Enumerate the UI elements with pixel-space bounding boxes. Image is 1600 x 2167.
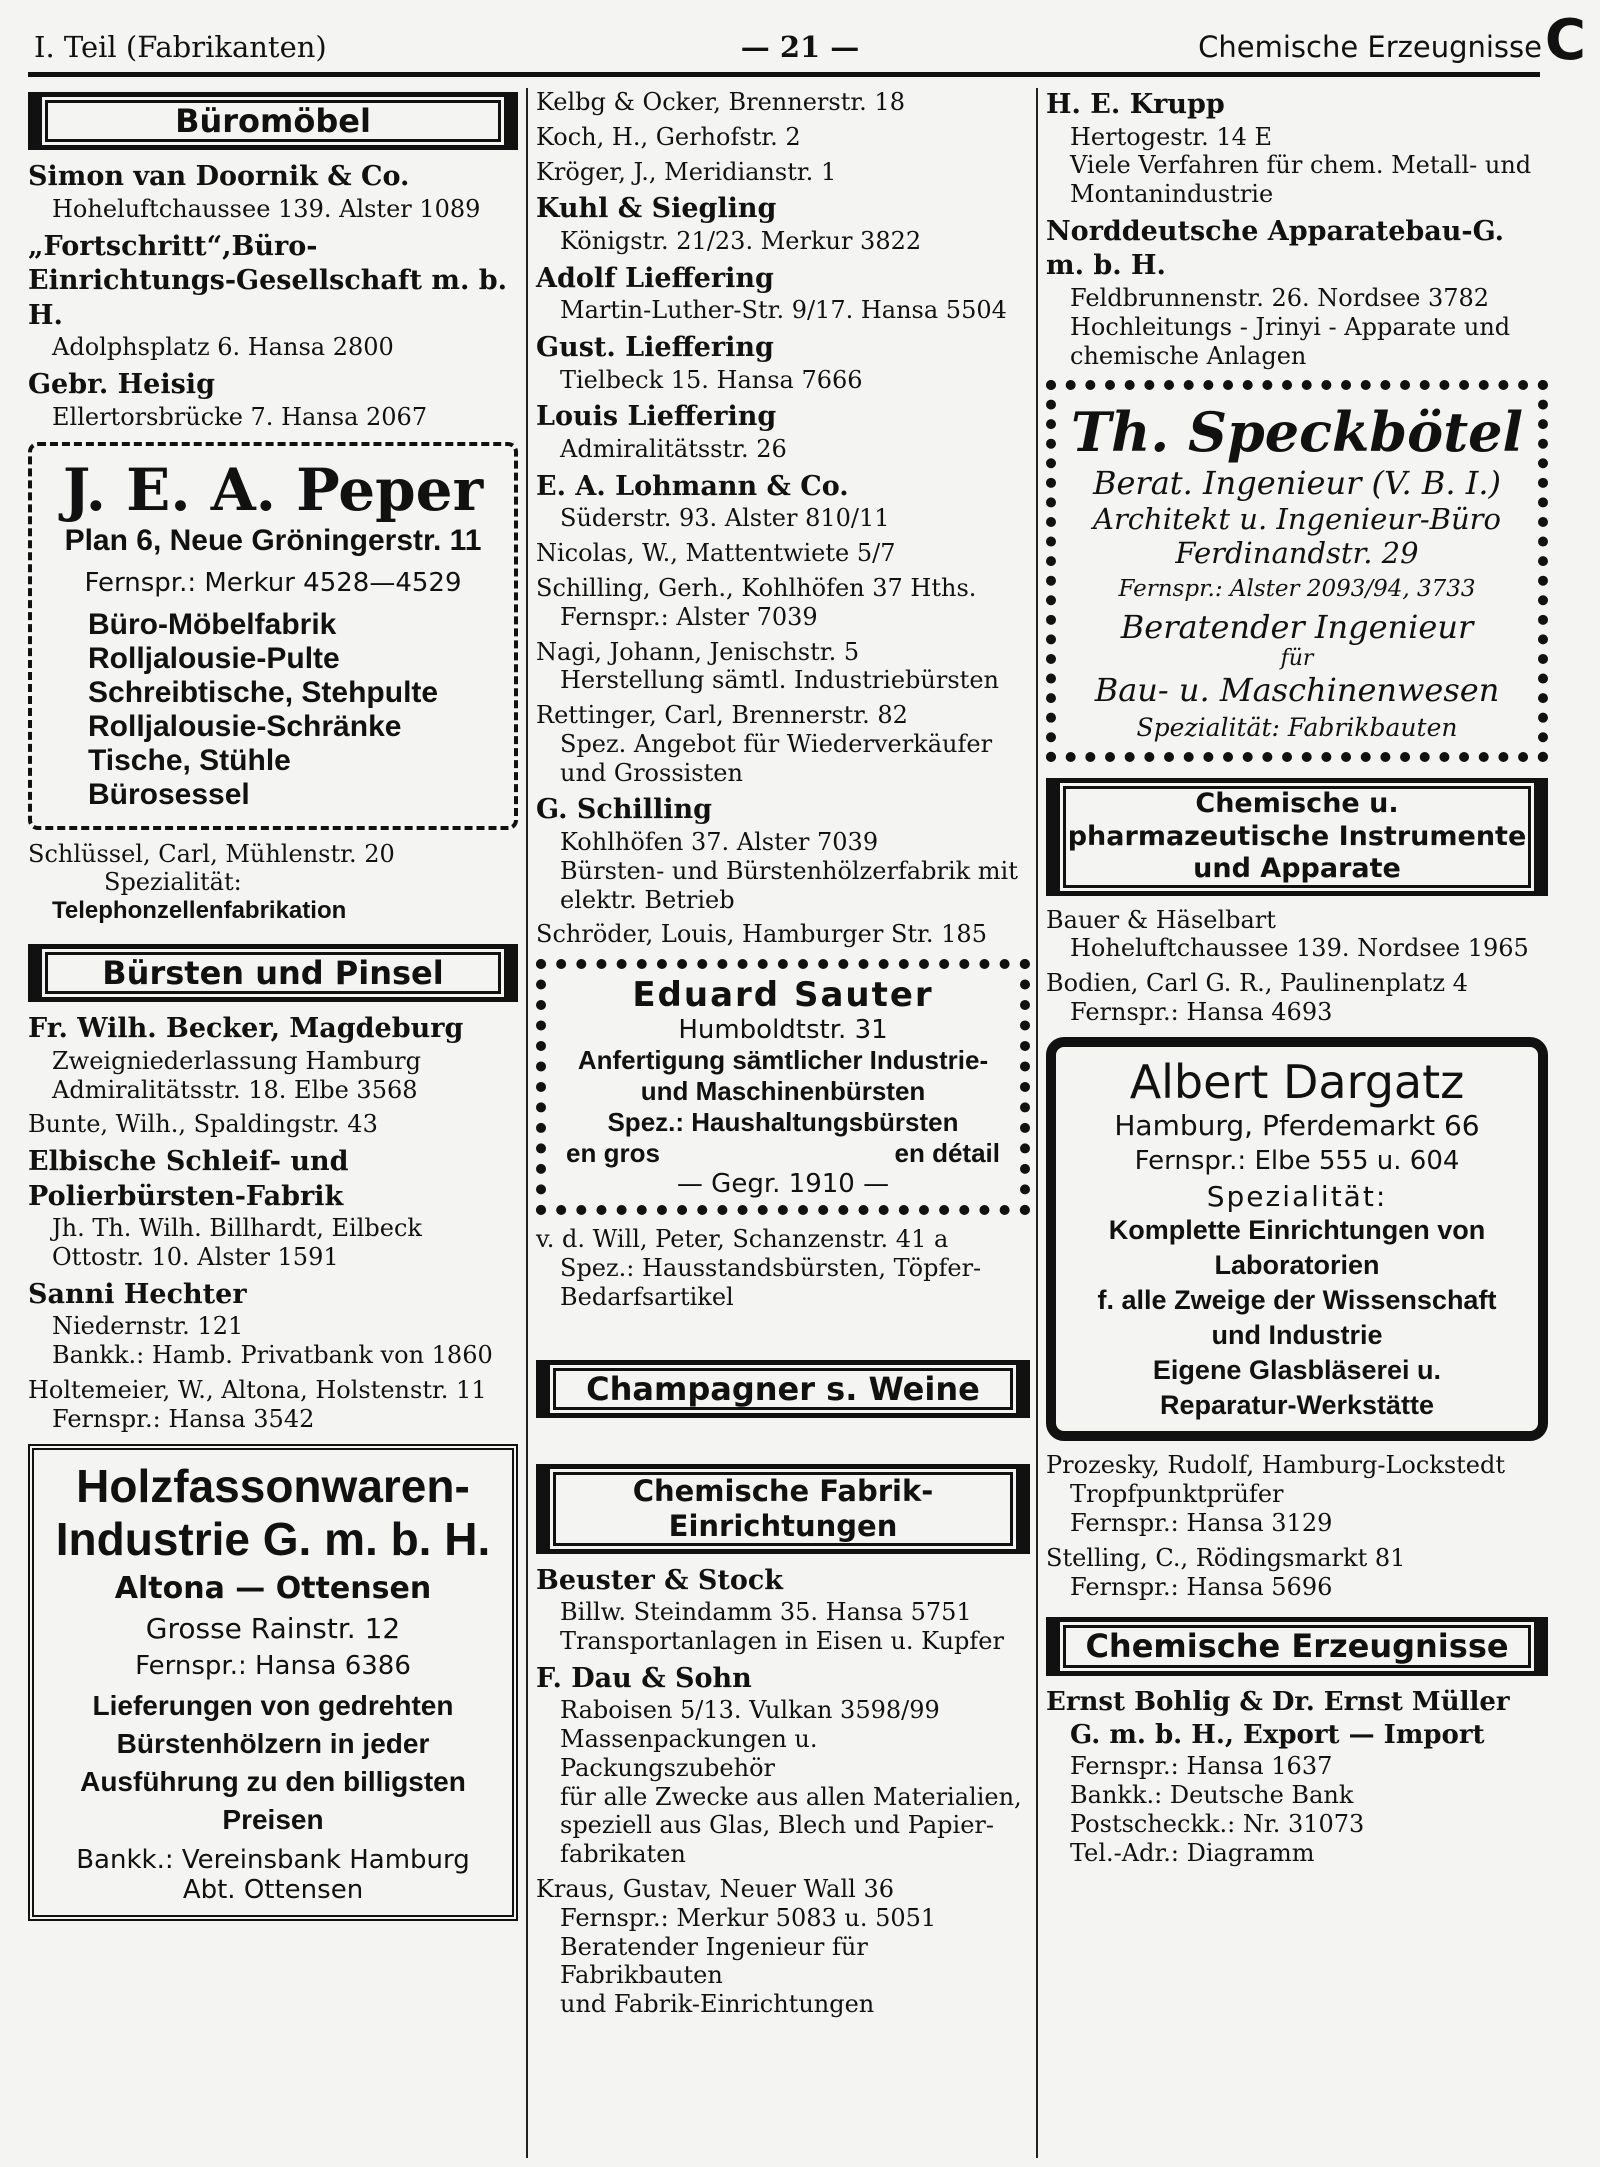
ad-description: Laboratorien <box>1214 1249 1380 1280</box>
section-heading: Chemische Fabrik-Einrichtungen <box>536 1464 1030 1554</box>
ad-title: J. E. A. Peper <box>62 455 484 524</box>
ad-specialty: Spezialität: Fabrikbauten <box>1136 713 1458 743</box>
listing-line: Holtemeier, W., Altona, Holstenstr. 11 <box>28 1376 487 1405</box>
listing-line: Fernspr.: Alster 7039 <box>560 602 818 631</box>
company-name: Gust. Lieffering <box>536 332 774 364</box>
company-name: E. A. Lohmann & Co. <box>536 470 849 502</box>
listing-line: Fernspr.: Hansa 3542 <box>52 1404 315 1433</box>
listing-line: Ottostr. 10. Alster 1591 <box>52 1243 339 1272</box>
ad-line: für <box>1280 646 1314 672</box>
listing <box>28 840 518 926</box>
listing-line: Nagi, Johann, Jenischstr. 5 <box>536 637 860 666</box>
listing-line: und Fabrik-Einrichtungen <box>560 1990 875 2019</box>
ad-address: Humboldtstr. 31 <box>678 1015 888 1046</box>
listing-line: Kraus, Gustav, Neuer Wall 36 <box>536 1875 894 1904</box>
ad-title: Holzfassonwaren- <box>76 1459 470 1512</box>
listing-line: Montanindustrie <box>1070 180 1274 209</box>
listing-line: fabrikaten <box>560 1840 686 1869</box>
listing-line: Spez.: Hausstandsbürsten, Töpfer- <box>560 1254 982 1283</box>
section-heading: Büromöbel <box>28 92 518 150</box>
column-3 <box>1046 88 1548 1873</box>
ad-address: Plan 6, Neue Gröningerstr. 11 <box>64 523 482 557</box>
company-name: Ernst Bohlig & Dr. Ernst Müller <box>1046 1686 1510 1717</box>
listing-line: Fernspr.: Hansa 4693 <box>1070 997 1333 1026</box>
listing-line: Zweigniederlassung Hamburg <box>52 1046 422 1075</box>
listing <box>536 262 1030 325</box>
ad-item: Rolljalousie-Schränke <box>88 709 402 743</box>
column-divider <box>526 88 528 2158</box>
company-name: Sanni Hechter <box>28 1278 247 1310</box>
ad-item: Schreibtische, Stehpulte <box>88 675 439 709</box>
listing-line: Admiralitätsstr. 26 <box>560 434 787 463</box>
ad-detail: en détail <box>894 1138 1000 1169</box>
listing <box>536 638 1030 696</box>
header-letter: C <box>1544 8 1586 73</box>
listing <box>536 1225 1030 1311</box>
listing <box>28 160 518 223</box>
listing-line: Viele Verfahren für chem. Metall- und <box>1070 151 1532 180</box>
ad-founded: — Gegr. 1910 — <box>676 1169 890 1200</box>
company-name: Kuhl & Siegling <box>536 193 777 225</box>
ad-description: Komplette Einrichtungen von <box>1108 1214 1486 1245</box>
listing-line: Fernspr.: Hansa 3129 <box>1070 1508 1333 1537</box>
listing-line: Jh. Th. Wilh. Billhardt, Eilbeck <box>52 1214 422 1243</box>
header-rule <box>28 72 1540 77</box>
company-name: H. E. Krupp <box>1046 89 1225 120</box>
company-name: Beuster & Stock <box>536 1564 784 1596</box>
listing-line: Schilling, Gerh., Kohlhöfen 37 Hths. <box>536 573 977 602</box>
company-name: Simon van Doornik & Co. <box>28 161 410 193</box>
listing-line: Bankk.: Hamb. Privatbank von 1860 <box>52 1341 493 1370</box>
listing-line: Feldbrunnenstr. 26. Nordsee 3782 <box>1070 284 1490 313</box>
column-2 <box>536 88 1030 2025</box>
company-name: Adolf Lieffering <box>536 262 774 294</box>
listing-line: Fernspr.: Merkur 5083 u. 5051 <box>560 1903 937 1932</box>
listing-line: Bauer & Häselbart <box>1046 905 1276 934</box>
ad-item: Bürosessel <box>88 777 250 811</box>
company-name: G. m. b. H., Export — Import <box>1070 1719 1485 1750</box>
ad-bank: Abt. Ottensen <box>182 1874 364 1905</box>
listing <box>1046 88 1548 209</box>
listing-line: Telephonzellenfabrikation <box>52 897 347 925</box>
ad-title: Eduard Sauter <box>632 975 934 1016</box>
listing <box>28 230 518 362</box>
listing-line: Bankk.: Deutsche Bank <box>1070 1781 1354 1810</box>
ad-item: Büro-Möbelfabrik <box>88 607 337 641</box>
advertisement-peper <box>28 442 518 830</box>
listing-line: Hoheluftchaussee 139. Nordsee 1965 <box>1070 934 1529 963</box>
listing-line: für alle Zwecke aus allen Materialien, <box>560 1782 1022 1811</box>
listing-line: Hochleitungs - Jrinyi - Apparate und <box>1070 312 1511 341</box>
listing-line: Fernspr.: Hansa 1637 <box>1070 1752 1333 1781</box>
listing-line: Massenpackungen u. Packungszubehör <box>560 1725 818 1782</box>
listing-line: Bodien, Carl G. R., Paulinenplatz 4 <box>1046 969 1468 998</box>
listing <box>536 1662 1030 1869</box>
company-name: Fr. Wilh. Becker, Magdeburg <box>28 1013 464 1045</box>
section-heading: Chemische u. pharmazeutische Instrumente und Apparate <box>1046 778 1548 895</box>
ad-phone: Fernspr.: Hansa 6386 <box>135 1651 411 1682</box>
listing-line: v. d. Will, Peter, Schanzenstr. 41 a <box>536 1225 949 1254</box>
listing-line: Kohlhöfen 37. Alster 7039 <box>560 828 879 857</box>
advertisement-speckboetel <box>1046 380 1548 762</box>
company-name: G. Schilling <box>536 794 713 826</box>
listing <box>28 1376 518 1434</box>
company-name: „Fortschritt“,Büro-Einrichtungs-Gesellschaft m. b. H. <box>28 230 508 331</box>
listing-line: Bedarfsartikel <box>560 1282 734 1311</box>
header-category: Chemische Erzeugnisse <box>1198 30 1542 64</box>
ad-line: Architekt u. Ingenieur-Büro <box>1093 502 1501 537</box>
listing <box>1046 215 1548 370</box>
listing-line: speziell aus Glas, Blech und Papier- <box>560 1811 994 1840</box>
ad-description: und Industrie <box>1211 1320 1383 1351</box>
ad-item: Rolljalousie-Pulte <box>88 641 340 675</box>
listing-line: Tropfpunktprüfer <box>1070 1480 1284 1509</box>
company-name: Louis Lieffering <box>536 401 777 433</box>
listing-line: Martin-Luther-Str. 9/17. Hansa 5504 <box>560 296 1007 325</box>
listing <box>28 368 518 431</box>
listing <box>536 793 1030 914</box>
listing-line: Schröder, Louis, Hamburger Str. 185 <box>536 920 987 949</box>
listing-line: elektr. Betrieb <box>560 885 735 914</box>
listing-line: Rettinger, Carl, Brennerstr. 82 <box>536 701 908 730</box>
listing-line: Bunte, Wilh., Spaldingstr. 43 <box>28 1110 378 1139</box>
ad-description: Lieferungen von gedrehten Bürstenhölzern in jeder Ausführung zu den billigsten Preisen <box>80 1690 466 1835</box>
listing-line: Spezialität: <box>104 868 242 897</box>
ad-address: Hamburg, Pferdemarkt 66 <box>1114 1108 1480 1142</box>
listing <box>536 400 1030 463</box>
ad-description: und Maschinenbürsten <box>640 1076 926 1107</box>
listing-line: Hertogestr. 14 E <box>1070 122 1273 151</box>
listing-line: Königstr. 21/23. Merkur 3822 <box>560 226 922 255</box>
company-name: Norddeutsche Apparatebau-G. m. b. H. <box>1046 215 1505 282</box>
column-1 <box>28 88 518 1931</box>
listing-line: Süderstr. 93. Alster 810/11 <box>560 504 890 533</box>
listing <box>536 1564 1030 1656</box>
ad-description: Spez.: Haushaltungsbürsten <box>607 1107 959 1138</box>
listing-line: Kelbg & Ocker, Brennerstr. 18 <box>536 88 905 116</box>
listing <box>536 701 1030 787</box>
listing-line: Postscheckk.: Nr. 31073 <box>1070 1809 1365 1838</box>
listing <box>1046 969 1548 1027</box>
listing <box>1046 1451 1548 1537</box>
listing-line: Raboisen 5/13. Vulkan 3598/99 <box>560 1696 940 1725</box>
listing-line: Transportanlagen in Eisen u. Kupfer <box>560 1626 1004 1655</box>
ad-line: Bau- u. Maschinenwesen <box>1094 671 1500 710</box>
listing-line: Tielbeck 15. Hansa 7666 <box>560 365 863 394</box>
listing-line: Stelling, C., Rödingsmarkt 81 <box>1046 1543 1406 1572</box>
listing-line: chemische Anlagen <box>1070 341 1307 370</box>
advertisement-sauter <box>536 959 1030 1215</box>
company-name: F. Dau & Sohn <box>536 1662 752 1694</box>
ad-title: Th. Speckbötel <box>1070 400 1524 465</box>
listing <box>28 1278 518 1370</box>
listing-line: Prozesky, Rudolf, Hamburg-Lockstedt <box>1046 1451 1506 1480</box>
listing <box>1046 1544 1548 1602</box>
header-part: I. Teil (Fabrikanten) <box>34 30 327 64</box>
page-number: — 21 — <box>740 30 860 64</box>
listing <box>28 1145 518 1272</box>
listing-line: und Grossisten <box>560 758 743 787</box>
advertisement-holzfasson <box>28 1444 518 1921</box>
ad-specialty: Spezialität: <box>1206 1179 1388 1213</box>
section-heading: Bürsten und Pinsel <box>28 944 518 1002</box>
advertisement-dargatz <box>1046 1037 1548 1442</box>
ad-line: Beratender Ingenieur <box>1120 608 1474 647</box>
listing-line: Hoheluftchaussee 139. Alster 1089 <box>52 194 481 223</box>
ad-description: Eigene Glasbläserei u. <box>1152 1355 1442 1386</box>
ad-subtitle: Altona — Ottensen <box>114 1571 432 1607</box>
listing <box>28 1012 518 1104</box>
listing-line: Nicolas, W., Mattentwiete 5/7 <box>536 539 896 568</box>
page-header <box>0 0 1600 76</box>
listing-line: Niedernstr. 121 <box>52 1312 244 1341</box>
listing <box>536 470 1030 533</box>
ad-description: Anfertigung sämtlicher Industrie- <box>577 1045 989 1076</box>
listing <box>1046 1686 1548 1868</box>
listing <box>1046 906 1548 964</box>
ad-description: f. alle Zweige der Wissenschaft <box>1097 1284 1497 1315</box>
listing-line: Bürsten- und Bürstenhölzerfabrik mit <box>560 856 1018 885</box>
ad-title: Industrie G. m. b. H. <box>55 1512 491 1565</box>
listing-line: Ellertorsbrücke 7. Hansa 2067 <box>52 402 428 431</box>
ad-description: Reparatur-Werkstätte <box>1159 1390 1435 1421</box>
listing <box>536 331 1030 394</box>
listing <box>536 192 1030 255</box>
listing <box>536 1875 1030 2019</box>
listing-line: Billw. Steindamm 35. Hansa 5751 <box>560 1598 972 1627</box>
listing-line: Fernspr.: Hansa 5696 <box>1070 1572 1333 1601</box>
ad-phone: Fernspr.: Elbe 555 u. 604 <box>1134 1145 1460 1176</box>
ad-gros: en gros <box>566 1138 660 1169</box>
ad-phone: Fernspr.: Merkur 4528—4529 <box>84 567 462 598</box>
listing-line: Schlüssel, Carl, Mühlenstr. 20 <box>28 839 395 868</box>
listing-line: Tel.-Adr.: Diagramm <box>1070 1838 1315 1867</box>
ad-address: Ferdinandstr. 29 <box>1175 536 1419 571</box>
listing-line: Admiralitätsstr. 18. Elbe 3568 <box>52 1075 418 1104</box>
listing-line: Adolphsplatz 6. Hansa 2800 <box>52 333 394 362</box>
listing-line: Kröger, J., Meridianstr. 1 <box>536 157 837 186</box>
ad-trade-line <box>556 1138 1010 1169</box>
ad-item: Tische, Stühle <box>88 743 291 777</box>
listing-line: Beratender Ingenieur für Fabrikbauten <box>560 1932 868 1990</box>
ad-title: Albert Dargatz <box>1129 1054 1465 1109</box>
column-divider <box>1036 88 1038 2158</box>
section-heading: Chemische Erzeugnisse <box>1046 1617 1548 1675</box>
company-name: Gebr. Heisig <box>28 369 215 401</box>
ad-line: Berat. Ingenieur (V. B. I.) <box>1092 464 1502 503</box>
listing-line: Koch, H., Gerhofstr. 2 <box>536 122 801 151</box>
company-name: Elbische Schleif- und Polierbürsten-Fabrik <box>28 1146 349 1212</box>
listing-line: Herstellung sämtl. Industriebürsten <box>560 666 999 695</box>
listing-line: Spez. Angebot für Wiederverkäufer <box>560 729 993 758</box>
listing <box>536 574 1030 632</box>
ad-bank: Bankk.: Vereinsbank Hamburg <box>76 1844 470 1875</box>
ad-address: Grosse Rainstr. 12 <box>145 1612 401 1646</box>
ad-phone: Fernspr.: Alster 2093/94, 3733 <box>1118 576 1476 603</box>
section-heading: Champagner s. Weine <box>536 1360 1030 1418</box>
